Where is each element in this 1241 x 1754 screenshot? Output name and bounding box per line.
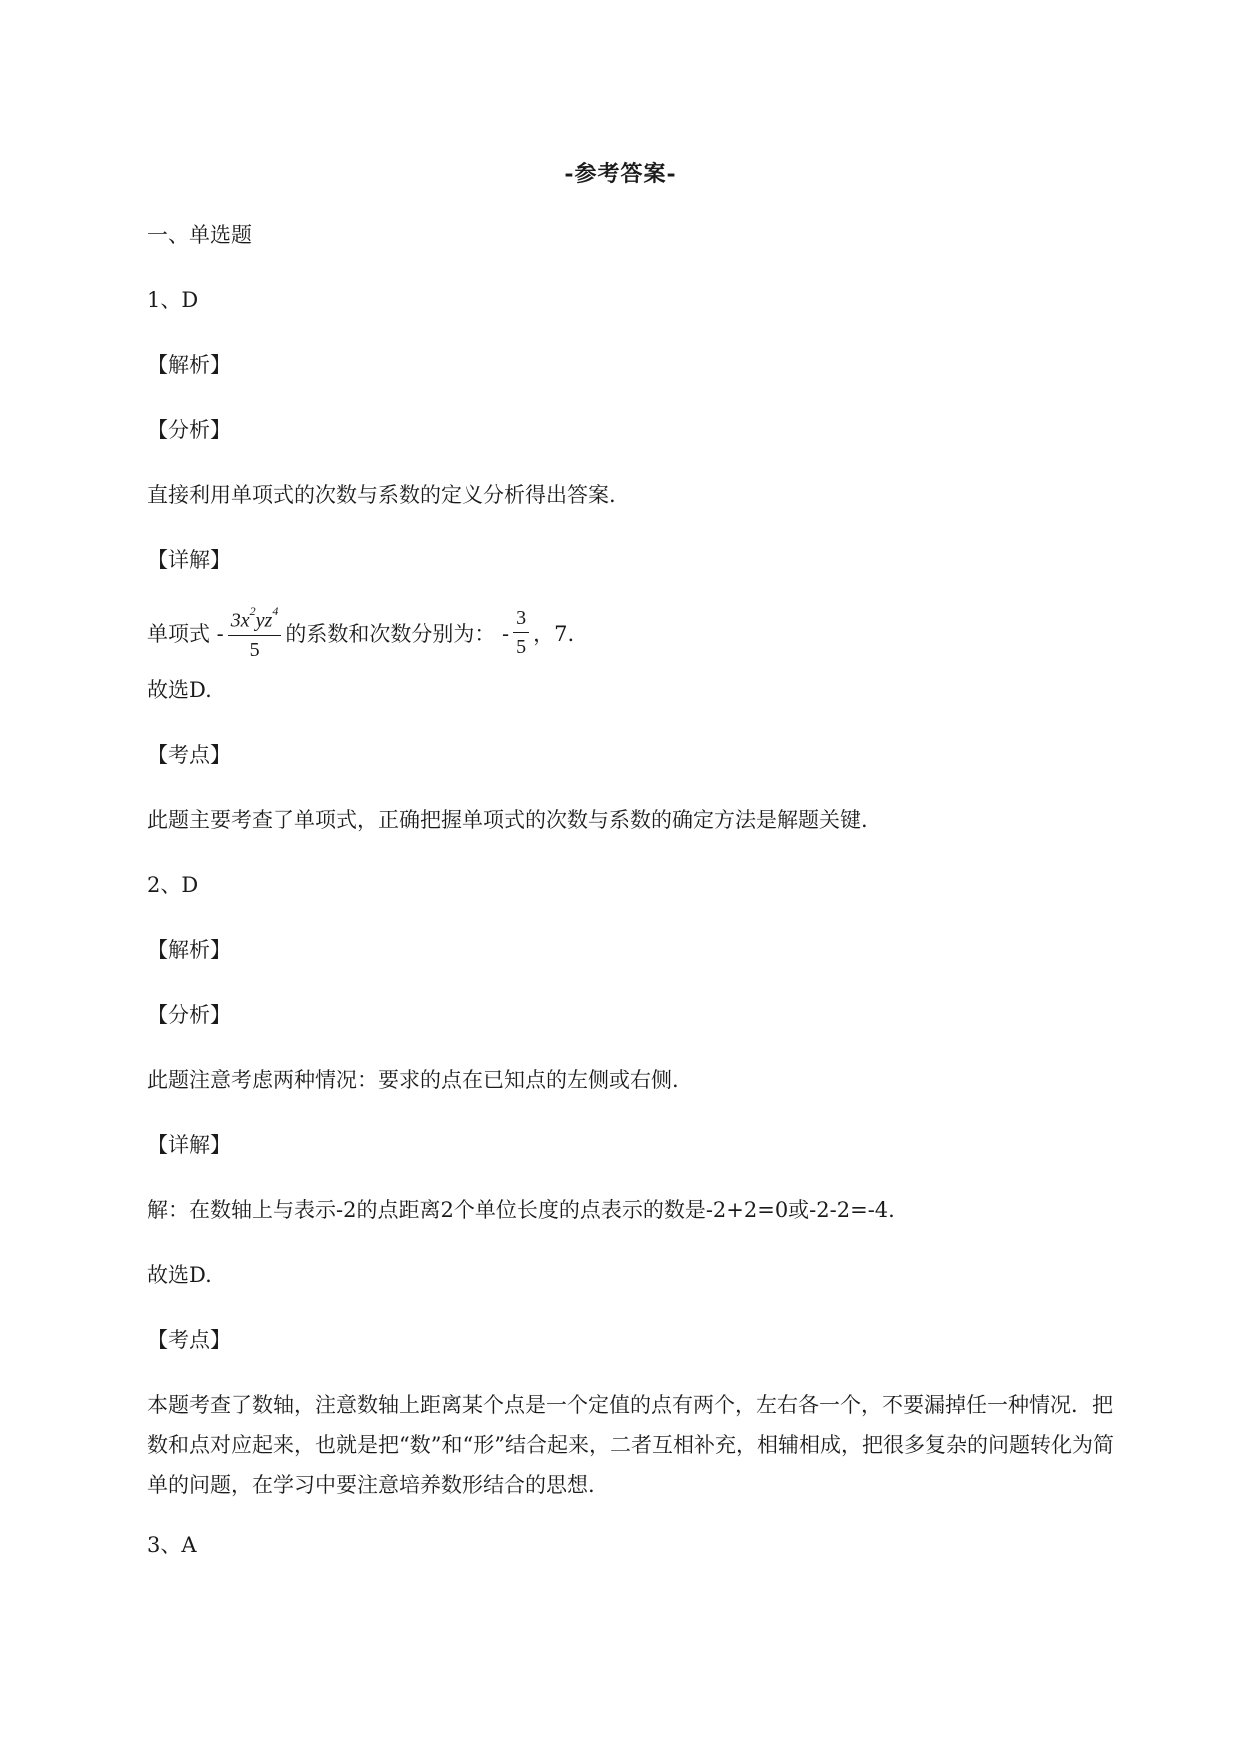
q2-choice: 故选D. [147, 1263, 212, 1287]
answer-content [147, 220, 1127, 1595]
q2-xiangjie-label: 【详解】 [147, 1133, 231, 1157]
q2-fenxi-label: 【分析】 [147, 1003, 231, 1027]
q1-kaodian-label: 【考点】 [147, 743, 231, 767]
q2-analysis: 此题注意考虑两种情况：要求的点在已知点的左侧或右侧. [147, 1068, 679, 1092]
q1-fraction-coefficient [513, 607, 529, 658]
q1-answer: 1、D [147, 288, 199, 312]
q2-detail: 解：在数轴上与表示-2的点距离2个单位长度的点表示的数是-2+2=0或-2-2=-4. [147, 1198, 895, 1222]
q1-coef-denominator: 5 [516, 636, 527, 658]
q1-detail-prefix: 单项式 - [147, 621, 224, 646]
q3-answer: 3、A [147, 1533, 197, 1557]
q1-fraction-denominator: 5 [249, 638, 260, 661]
q1-detail [147, 600, 1127, 665]
q1-point: 此题主要考查了单项式，正确把握单项式的次数与系数的确定方法是解题关键. [147, 808, 868, 832]
q1-fraction-monomial [228, 604, 282, 661]
q2-kaodian-label: 【考点】 [147, 1328, 231, 1352]
q1-detail-suffix: ，7. [533, 621, 575, 646]
q1-jiexi-label: 【解析】 [147, 353, 231, 377]
page-title: -参考答案- [564, 161, 677, 187]
section-heading: 一、单选题 [147, 223, 252, 247]
q2-jiexi-label: 【解析】 [147, 938, 231, 962]
q1-analysis: 直接利用单项式的次数与系数的定义分析得出答案. [147, 483, 616, 507]
q1-choice: 故选D. [147, 678, 212, 702]
q1-xiangjie-label: 【详解】 [147, 548, 231, 572]
q2-answer: 2、D [147, 873, 199, 897]
q1-coef-numerator: 3 [513, 607, 529, 633]
q1-fraction-numerator: $3x^2yz^4$ [228, 604, 282, 636]
q1-fenxi-label: 【分析】 [147, 418, 231, 442]
q2-point: 本题考查了数轴，注意数轴上距离某个点是一个定值的点有两个，左右各一个，不要漏掉任一种情况．把数和点对应起来，也就是把“数”和“形”结合起来，二者互相补充，相辅相成，把很多复杂的问题转化为简单的问题，在学习中要注意培养数形结合的思想. [147, 1393, 1114, 1497]
q1-detail-mid: 的系数和次数分别为： - [285, 621, 510, 646]
